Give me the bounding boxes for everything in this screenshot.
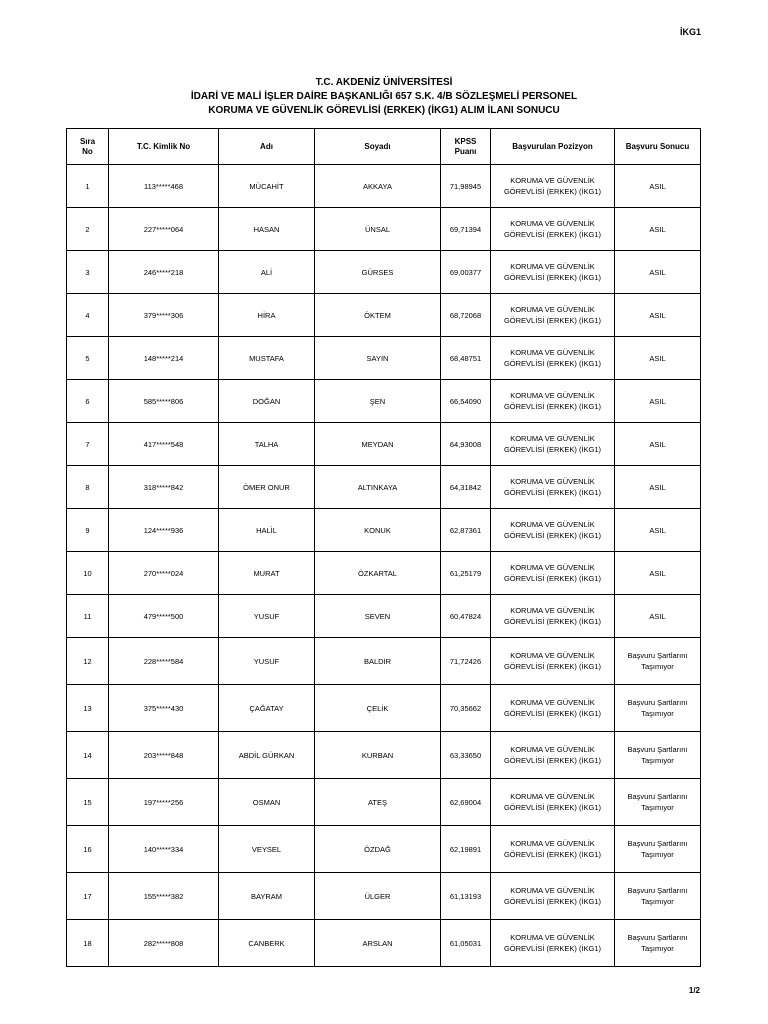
row-number-cell: 2 [67,208,109,251]
application-result-cell: Başvuru Şartlarını Taşımıyor [615,685,701,732]
table-body [67,165,701,967]
application-result-cell: ASIL [615,165,701,208]
tc-kimlik-no-cell: 379*****306 [109,294,219,337]
kpss-score-cell: 69,71394 [441,208,491,251]
row-number-cell: 16 [67,826,109,873]
tc-kimlik-no-cell: 140*****334 [109,826,219,873]
applied-position-cell: KORUMA VE GÜVENLİK GÖREVLİSİ (ERKEK) (İKG1) [491,294,615,337]
header-soyadi: Soyadı [315,129,441,165]
application-result-cell: ASIL [615,380,701,423]
last-name-cell: ÜLGER [315,873,441,920]
application-result-cell: ASIL [615,294,701,337]
tc-kimlik-no-cell: 318*****842 [109,466,219,509]
application-result-cell: ASIL [615,423,701,466]
last-name-cell: MEYDAN [315,423,441,466]
last-name-cell: ŞEN [315,380,441,423]
kpss-score-cell: 61,05031 [441,920,491,967]
application-result-cell: ASIL [615,595,701,638]
tc-kimlik-no-cell: 282*****808 [109,920,219,967]
last-name-cell: ATEŞ [315,779,441,826]
table-row [67,509,701,552]
tc-kimlik-no-cell: 148*****214 [109,337,219,380]
first-name-cell: YUSUF [219,638,315,685]
tc-kimlik-no-cell: 113*****468 [109,165,219,208]
applied-position-cell: KORUMA VE GÜVENLİK GÖREVLİSİ (ERKEK) (İKG1) [491,595,615,638]
applied-position-cell: KORUMA VE GÜVENLİK GÖREVLİSİ (ERKEK) (İKG1) [491,466,615,509]
first-name-cell: ÖMER ONUR [219,466,315,509]
row-number-cell: 10 [67,552,109,595]
first-name-cell: BAYRAM [219,873,315,920]
kpss-score-cell: 66,54090 [441,380,491,423]
row-number-cell: 6 [67,380,109,423]
applied-position-cell: KORUMA VE GÜVENLİK GÖREVLİSİ (ERKEK) (İKG1) [491,873,615,920]
application-result-cell: ASIL [615,552,701,595]
tc-kimlik-no-cell: 124*****936 [109,509,219,552]
page-code: İKG1 [679,27,701,37]
application-result-cell: ASIL [615,208,701,251]
header-kpss-puani: KPSS Puanı [441,129,491,165]
last-name-cell: ÖZKARTAL [315,552,441,595]
first-name-cell: CANBERK [219,920,315,967]
table-row [67,423,701,466]
last-name-cell: ÜNSAL [315,208,441,251]
table-row [67,732,701,779]
first-name-cell: MUSTAFA [219,337,315,380]
table-row [67,552,701,595]
kpss-score-cell: 61,25179 [441,552,491,595]
last-name-cell: BALDIR [315,638,441,685]
table-row [67,337,701,380]
last-name-cell: ÖKTEM [315,294,441,337]
first-name-cell: YUSUF [219,595,315,638]
kpss-score-cell: 61,13193 [441,873,491,920]
row-number-cell: 4 [67,294,109,337]
application-result-cell: ASIL [615,251,701,294]
applied-position-cell: KORUMA VE GÜVENLİK GÖREVLİSİ (ERKEK) (İKG1) [491,552,615,595]
kpss-score-cell: 62,69004 [441,779,491,826]
kpss-score-cell: 68,72068 [441,294,491,337]
tc-kimlik-no-cell: 417*****548 [109,423,219,466]
application-result-cell: ASIL [615,509,701,552]
tc-kimlik-no-cell: 246*****218 [109,251,219,294]
row-number-cell: 3 [67,251,109,294]
kpss-score-cell: 70,35662 [441,685,491,732]
application-result-cell: ASIL [615,337,701,380]
header-tc-kimlik-no: T.C. Kimlik No [109,129,219,165]
kpss-score-cell: 71,98945 [441,165,491,208]
document-title [0,76,768,118]
applied-position-cell: KORUMA VE GÜVENLİK GÖREVLİSİ (ERKEK) (İKG1) [491,638,615,685]
kpss-score-cell: 62,19891 [441,826,491,873]
application-result-cell: Başvuru Şartlarını Taşımıyor [615,732,701,779]
row-number-cell: 15 [67,779,109,826]
row-number-cell: 18 [67,920,109,967]
first-name-cell: HİRA [219,294,315,337]
row-number-cell: 5 [67,337,109,380]
kpss-score-cell: 64,31842 [441,466,491,509]
last-name-cell: KURBAN [315,732,441,779]
table-row [67,826,701,873]
table-row [67,873,701,920]
tc-kimlik-no-cell: 228*****584 [109,638,219,685]
page-number: 1/2 [688,986,700,995]
first-name-cell: MURAT [219,552,315,595]
last-name-cell: GÜRSES [315,251,441,294]
table-row [67,380,701,423]
last-name-cell: SEVEN [315,595,441,638]
kpss-score-cell: 69,00377 [441,251,491,294]
application-result-cell: Başvuru Şartlarını Taşımıyor [615,920,701,967]
row-number-cell: 14 [67,732,109,779]
tc-kimlik-no-cell: 375*****430 [109,685,219,732]
table-row [67,595,701,638]
tc-kimlik-no-cell: 155*****382 [109,873,219,920]
application-result-cell: Başvuru Şartlarını Taşımıyor [615,779,701,826]
tc-kimlik-no-cell: 479*****500 [109,595,219,638]
applied-position-cell: KORUMA VE GÜVENLİK GÖREVLİSİ (ERKEK) (İKG1) [491,251,615,294]
applied-position-cell: KORUMA VE GÜVENLİK GÖREVLİSİ (ERKEK) (İKG1) [491,165,615,208]
first-name-cell: ÇAĞATAY [219,685,315,732]
table-row [67,779,701,826]
title-line-announcement: KORUMA VE GÜVENLİK GÖREVLİSİ (ERKEK) (İKG1) ALIM İLANI SONUCU [208,105,560,116]
table-row [67,920,701,967]
application-result-cell: Başvuru Şartlarını Taşımıyor [615,873,701,920]
row-number-cell: 11 [67,595,109,638]
first-name-cell: VEYSEL [219,826,315,873]
row-number-cell: 8 [67,466,109,509]
table-row [67,685,701,732]
tc-kimlik-no-cell: 227*****064 [109,208,219,251]
last-name-cell: ARSLAN [315,920,441,967]
first-name-cell: ABDİL GÜRKAN [219,732,315,779]
table-row [67,165,701,208]
applied-position-cell: KORUMA VE GÜVENLİK GÖREVLİSİ (ERKEK) (İKG1) [491,380,615,423]
first-name-cell: HASAN [219,208,315,251]
row-number-cell: 1 [67,165,109,208]
applied-position-cell: KORUMA VE GÜVENLİK GÖREVLİSİ (ERKEK) (İKG1) [491,732,615,779]
row-number-cell: 9 [67,509,109,552]
kpss-score-cell: 71,72426 [441,638,491,685]
kpss-score-cell: 68,48751 [441,337,491,380]
table-row [67,466,701,509]
last-name-cell: ÖZDAĞ [315,826,441,873]
last-name-cell: KONUK [315,509,441,552]
last-name-cell: SAYIN [315,337,441,380]
results-table [66,128,701,967]
header-adi: Adı [219,129,315,165]
table-row [67,208,701,251]
kpss-score-cell: 60,47824 [441,595,491,638]
table-row [67,251,701,294]
first-name-cell: OSMAN [219,779,315,826]
applied-position-cell: KORUMA VE GÜVENLİK GÖREVLİSİ (ERKEK) (İKG1) [491,685,615,732]
applied-position-cell: KORUMA VE GÜVENLİK GÖREVLİSİ (ERKEK) (İKG1) [491,826,615,873]
header-sira-no: Sıra No [67,129,109,165]
last-name-cell: ÇELİK [315,685,441,732]
row-number-cell: 12 [67,638,109,685]
title-line-institution: T.C. AKDENİZ ÜNİVERSİTESİ [315,77,453,88]
kpss-score-cell: 62,87361 [441,509,491,552]
first-name-cell: MÜCAHİT [219,165,315,208]
tc-kimlik-no-cell: 270*****024 [109,552,219,595]
applied-position-cell: KORUMA VE GÜVENLİK GÖREVLİSİ (ERKEK) (İKG1) [491,920,615,967]
row-number-cell: 7 [67,423,109,466]
first-name-cell: TALHA [219,423,315,466]
applied-position-cell: KORUMA VE GÜVENLİK GÖREVLİSİ (ERKEK) (İKG1) [491,423,615,466]
table-row [67,294,701,337]
table-row [67,638,701,685]
table-header-row [67,129,701,165]
last-name-cell: AKKAYA [315,165,441,208]
header-basvurulan-pozisyon: Başvurulan Pozizyon [491,129,615,165]
applied-position-cell: KORUMA VE GÜVENLİK GÖREVLİSİ (ERKEK) (İKG1) [491,208,615,251]
kpss-score-cell: 63,33650 [441,732,491,779]
application-result-cell: Başvuru Şartlarını Taşımıyor [615,826,701,873]
tc-kimlik-no-cell: 203*****848 [109,732,219,779]
last-name-cell: ALTINKAYA [315,466,441,509]
title-line-department: İDARİ VE MALİ İŞLER DAİRE BAŞKANLIĞI 657 S.K. 4/B SÖZLEŞMELİ PERSONEL [190,91,578,102]
application-result-cell: Başvuru Şartlarını Taşımıyor [615,638,701,685]
applied-position-cell: KORUMA VE GÜVENLİK GÖREVLİSİ (ERKEK) (İKG1) [491,779,615,826]
applied-position-cell: KORUMA VE GÜVENLİK GÖREVLİSİ (ERKEK) (İKG1) [491,509,615,552]
header-basvuru-sonucu: Başvuru Sonucu [615,129,701,165]
kpss-score-cell: 64,93008 [441,423,491,466]
first-name-cell: ALİ [219,251,315,294]
tc-kimlik-no-cell: 585*****806 [109,380,219,423]
tc-kimlik-no-cell: 197*****256 [109,779,219,826]
applied-position-cell: KORUMA VE GÜVENLİK GÖREVLİSİ (ERKEK) (İKG1) [491,337,615,380]
first-name-cell: HALİL [219,509,315,552]
row-number-cell: 17 [67,873,109,920]
application-result-cell: ASIL [615,466,701,509]
row-number-cell: 13 [67,685,109,732]
first-name-cell: DOĞAN [219,380,315,423]
